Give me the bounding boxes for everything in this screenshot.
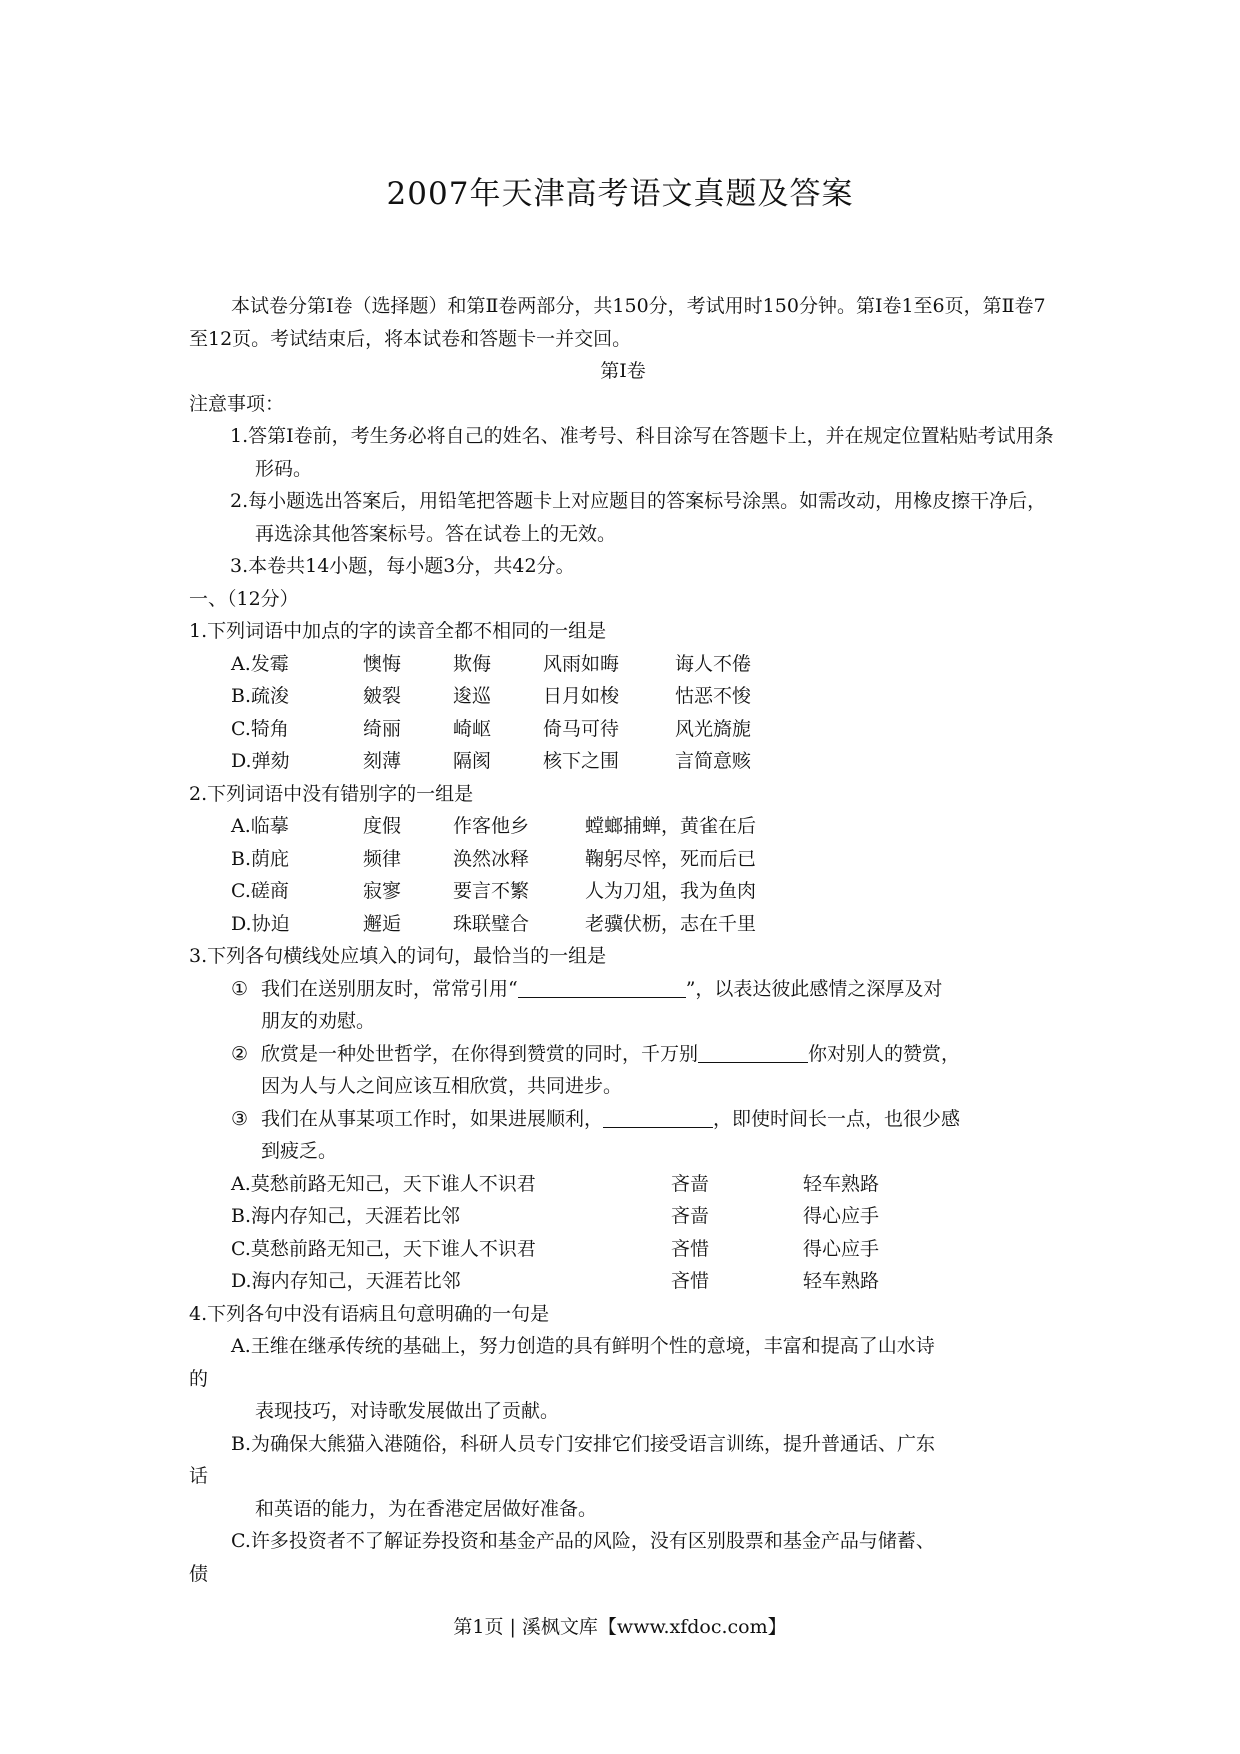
document-body	[189, 290, 1057, 1590]
option-cell: 老骥伏枥，志在千里	[585, 912, 757, 935]
option-cell: A.莫愁前路无知己，天下谁人不识君	[231, 1172, 536, 1195]
q2-option-b	[189, 843, 1057, 876]
option-cell: 倚马可待	[543, 717, 620, 740]
q1-option-d	[189, 745, 1057, 778]
option-cell: 邂逅	[363, 912, 402, 935]
option-cell: 核下之围	[543, 750, 620, 772]
option-cell: 言简意赅	[675, 750, 752, 772]
sentence-text: 我们在从事某项工作时，如果进展顺利，	[261, 1107, 604, 1130]
option-cell: C.犄角	[231, 717, 289, 740]
option-cell: 绮丽	[363, 717, 402, 740]
fill-blank	[518, 975, 686, 998]
circled-number: ②	[231, 1042, 249, 1065]
option-cell: 人为刀俎，我为鱼肉	[585, 880, 757, 902]
q3-option-b	[189, 1200, 1057, 1233]
q3-option-a	[189, 1168, 1057, 1201]
fill-blank	[603, 1105, 713, 1128]
option-cell: 刻薄	[363, 750, 402, 772]
q1-option-a	[189, 648, 1057, 681]
sentence-text: 我们在送别朋友时，常常引用“	[261, 977, 518, 1000]
option-cell: 得心应手	[803, 1237, 880, 1260]
q2-option-a	[189, 810, 1057, 843]
fill-blank	[698, 1040, 808, 1063]
part-heading: 一、（12分）	[189, 587, 299, 610]
option-cell: 懊悔	[363, 652, 402, 675]
q4-option-c-wrap: 债	[189, 1562, 209, 1585]
option-cell: D.海内存知己，天涯若比邻	[231, 1270, 461, 1292]
option-cell: 吝惜	[671, 1270, 710, 1292]
option-cell: 鞠躬尽悴，死而后已	[585, 847, 757, 870]
q3-sentence-1	[189, 973, 1057, 1006]
option-cell: B.疏浚	[231, 685, 290, 707]
option-cell: 风光旖旎	[675, 717, 752, 740]
option-cell: C.磋商	[231, 880, 289, 902]
note-item: 3.本卷共14小题，每小题3分，共42分。	[230, 555, 575, 577]
option-cell: 涣然冰释	[453, 847, 530, 870]
option-cell: 得心应手	[803, 1205, 880, 1227]
q3-sentence-2	[189, 1038, 1057, 1071]
q3-sentence-2-cont	[189, 1070, 1057, 1103]
option-cell: 度假	[363, 815, 402, 837]
option-cell: 欺侮	[453, 652, 492, 675]
sentence-text: 欣赏是一种处世哲学，在你得到赞赏的同时，千万别	[261, 1042, 699, 1065]
sentence-text: ，即使时间长一点，也很少感	[713, 1107, 961, 1130]
circled-number: ③	[231, 1107, 249, 1130]
q4-option-b-cont: 和英语的能力，为在香港定居做好准备。	[255, 1497, 598, 1520]
q4-option-b: B.为确保大熊猫入港随俗，科研人员专门安排它们接受语言训练，提升普通话、广东	[231, 1432, 936, 1455]
option-cell: 作客他乡	[453, 815, 530, 837]
option-cell: 吝啬	[671, 1205, 710, 1227]
sentence-text: 到疲乏。	[261, 1140, 338, 1162]
option-cell: 崎岖	[453, 717, 492, 740]
question-stem: 2.下列词语中没有错别字的一组是	[189, 782, 474, 805]
notes-heading: 注意事项：	[189, 392, 285, 415]
option-cell: 珠联璧合	[453, 912, 530, 935]
q4-option-c: C.许多投资者不了解证券投资和基金产品的风险，没有区别股票和基金产品与储蓄、	[231, 1530, 935, 1552]
question-stem: 3.下列各句横线处应填入的词句，最恰当的一组是	[189, 945, 607, 967]
option-cell: D.协迫	[231, 912, 290, 935]
option-cell: A.发霉	[231, 652, 289, 675]
option-cell: B.海内存知己，天涯若比邻	[231, 1205, 461, 1227]
option-cell: 频律	[363, 847, 402, 870]
q1-option-b	[189, 680, 1057, 713]
option-cell: C.莫愁前路无知己，天下谁人不识君	[231, 1237, 536, 1260]
q3-option-d	[189, 1265, 1057, 1298]
question-stem: 4.下列各句中没有语病且句意明确的一句是	[189, 1302, 550, 1325]
page-title: 2007年天津高考语文真题及答案	[386, 176, 854, 212]
option-cell: 吝惜	[671, 1237, 710, 1260]
option-cell: D.弹劾	[231, 750, 290, 772]
q3-sentence-3	[189, 1103, 1057, 1136]
sentence-text: 朋友的劝慰。	[261, 1010, 376, 1032]
q3-sentence-3-cont	[189, 1135, 1057, 1168]
intro-paragraph: 本试卷分第Ⅰ卷（选择题）和第Ⅱ卷两部分，共150分，考试用时150分钟。第Ⅰ卷1至6页，第Ⅱ卷7至12页。考试结束后，将本试卷和答题卡一并交回。	[189, 295, 1046, 350]
option-cell: 风雨如晦	[543, 652, 620, 675]
note-item: 1.答第Ⅰ卷前，考生务必将自己的姓名、准考号、科目涂写在答题卡上，并在规定位置粘贴考试用条形码。	[230, 425, 1054, 480]
option-cell: 逡巡	[453, 685, 492, 707]
q4-option-a-cont: 表现技巧，对诗歌发展做出了贡献。	[255, 1400, 560, 1422]
option-cell: 日月如梭	[543, 685, 620, 707]
option-cell: 诲人不倦	[675, 652, 752, 675]
q3-sentence-1-cont	[189, 1005, 1057, 1038]
note-item: 2.每小题选出答案后，用铅笔把答题卡上对应题目的答案标号涂黑。如需改动，用橡皮擦干净后，再选涂其他答案标号。答在试卷上的无效。	[230, 490, 1047, 545]
option-cell: 吝啬	[671, 1172, 710, 1195]
q4-option-a-wrap: 的	[189, 1367, 209, 1390]
option-cell: A.临摹	[231, 815, 289, 837]
q4-option-b-wrap: 话	[189, 1465, 209, 1487]
q2-option-c	[189, 875, 1057, 908]
circled-number: ①	[231, 977, 249, 1000]
sentence-text: 你对别人的赞赏，	[808, 1042, 961, 1065]
option-cell: 怙恶不悛	[675, 685, 752, 707]
q1-option-c	[189, 713, 1057, 746]
sentence-text: ”，以表达彼此感情之深厚及对	[685, 977, 943, 1000]
option-cell: 要言不繁	[453, 880, 530, 902]
option-cell: 寂寥	[363, 880, 402, 902]
sentence-text: 因为人与人之间应该互相欣赏，共同进步。	[261, 1075, 623, 1097]
page-footer: 第1页 | 溪枫文库【www.xfdoc.com】	[453, 1616, 787, 1638]
option-cell: 轻车熟路	[803, 1270, 880, 1292]
q4-option-a: A.王维在继承传统的基础上，努力创造的具有鲜明个性的意境，丰富和提高了山水诗	[231, 1335, 935, 1357]
option-cell: B.荫庇	[231, 847, 290, 870]
option-cell: 皴裂	[363, 685, 402, 707]
question-stem: 1.下列词语中加点的字的读音全都不相同的一组是	[189, 620, 607, 642]
q2-option-d	[189, 908, 1057, 941]
option-cell: 轻车熟路	[803, 1172, 880, 1195]
section-title: 第Ⅰ卷	[600, 360, 646, 382]
option-cell: 螳螂捕蝉，黄雀在后	[585, 815, 757, 837]
q3-option-c	[189, 1233, 1057, 1266]
option-cell: 隔阂	[453, 750, 492, 772]
